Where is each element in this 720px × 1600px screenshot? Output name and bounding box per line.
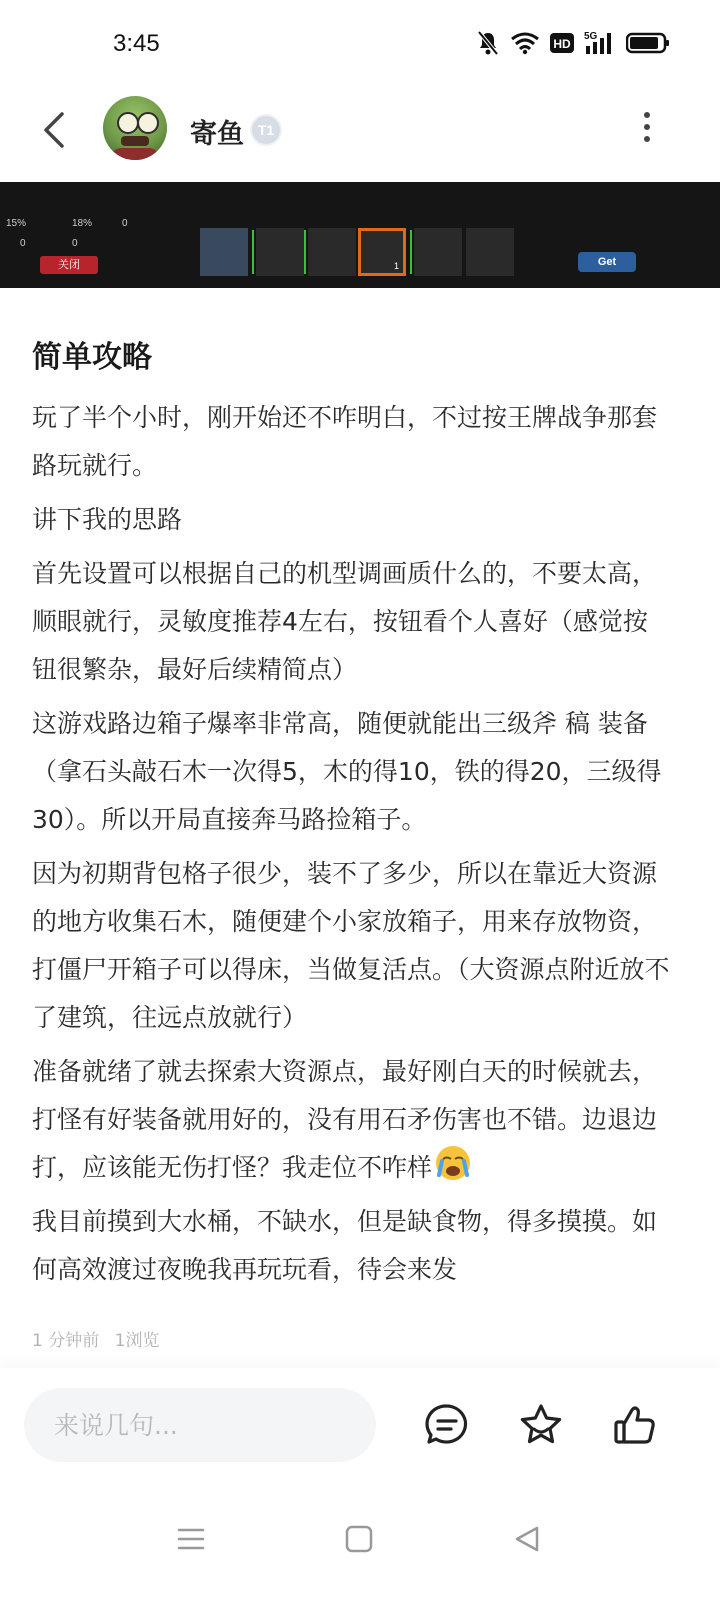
game-get-button: Get xyxy=(578,252,636,272)
health-stat: 0 xyxy=(122,218,128,229)
post-header xyxy=(0,92,720,182)
back-triangle-icon[interactable] xyxy=(512,1524,542,1554)
torch-slot xyxy=(256,228,304,276)
paragraph-with-emoji xyxy=(32,1048,672,1192)
author-name[interactable]: 寄鱼 xyxy=(190,119,244,150)
favorite-star-icon[interactable] xyxy=(518,1402,564,1448)
level-badge: T1 xyxy=(250,114,282,146)
empty-slot xyxy=(466,228,514,276)
hd-text: HD xyxy=(553,37,571,51)
wifi-icon xyxy=(510,31,540,55)
view-count: 1浏览 xyxy=(114,1331,160,1351)
status-time: 3:45 xyxy=(113,30,160,57)
network-text: 5G xyxy=(584,31,598,42)
action-bar xyxy=(0,1368,720,1486)
water-stat: 0 xyxy=(72,238,78,249)
status-icons xyxy=(476,30,670,56)
weight-stat: 18% xyxy=(72,218,93,229)
back-icon[interactable] xyxy=(38,110,72,150)
avatar[interactable] xyxy=(103,96,167,160)
paragraph: 玩了半个小时，刚开始还不咋明白，不过按王牌战争那套路玩就行。 xyxy=(32,403,658,480)
bell-muted-icon xyxy=(476,30,500,56)
like-thumb-icon[interactable] xyxy=(612,1402,658,1448)
home-square-icon[interactable] xyxy=(344,1524,374,1554)
paragraph: 这游戏路边箱子爆率非常高，随便就能出三级斧 稿 装备（拿石头敲石木一次得5，木的得10，铁的得20，三级得30）。所以开局直接奔马路捡箱子。 xyxy=(32,709,662,834)
5g-signal-icon xyxy=(584,30,616,56)
more-icon[interactable] xyxy=(642,112,652,142)
status-bar xyxy=(0,0,720,92)
system-nav-bar xyxy=(0,1486,720,1600)
axe-slot xyxy=(308,228,356,276)
game-close-button: 关闭 xyxy=(40,256,98,274)
paragraph-text: 准备就绪了就去探索大资源点，最好刚白天的时候就去，打怪有好装备就用好的，没有用石矛伤害也不错。边退边打，应该能无伤打怪？我走位不咋样 xyxy=(32,1057,658,1182)
game-screenshot[interactable] xyxy=(0,182,720,288)
paragraph: 我目前摸到大水桶，不缺水，但是缺食物，得多摸摸。如何高效渡过夜晚我再玩玩看，待会来发 xyxy=(32,1207,658,1284)
food-stat: 0 xyxy=(20,238,26,249)
crying-face-icon xyxy=(434,1144,472,1182)
post-time: 1 分钟前 xyxy=(32,1331,100,1351)
comment-icon[interactable] xyxy=(424,1402,470,1448)
bow-slot xyxy=(414,228,462,276)
post-meta xyxy=(32,1326,169,1351)
selected-weapon-slot: 1 xyxy=(358,228,406,276)
paragraph: 讲下我的思路 xyxy=(32,505,183,534)
battery-icon xyxy=(626,32,670,54)
comment-input[interactable] xyxy=(24,1388,376,1462)
post-title: 简单攻略 xyxy=(32,340,152,375)
post-content xyxy=(32,332,672,1300)
map-slot xyxy=(200,228,248,276)
armor-stat: 15% xyxy=(6,218,27,229)
paragraph: 首先设置可以根据自己的机型调画质什么的，不要太高，顺眼就行，灵敏度推荐4左右，按钮看个人喜好（感觉按钮很繁杂，最好后续精简点） xyxy=(32,559,658,684)
hd-icon xyxy=(550,33,574,53)
paragraph: 因为初期背包格子很少，装不了多少，所以在靠近大资源的地方收集石木，随便建个小家放箱子，用来存放物资，打僵尸开箱子可以得床，当做复活点。（大资源点附近放不了建筑，往远点放就行） xyxy=(32,859,670,1032)
menu-icon[interactable] xyxy=(176,1524,206,1554)
